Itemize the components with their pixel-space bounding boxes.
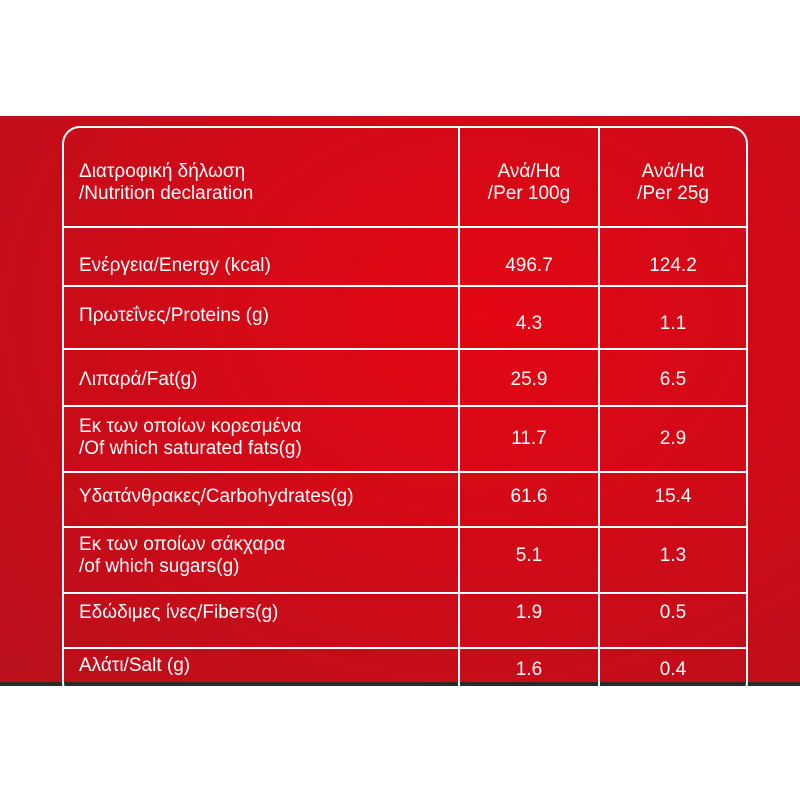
value-per-100g: 61.6 [510, 486, 548, 507]
row-divider [64, 285, 746, 287]
value-per-100g: 1.6 [515, 659, 543, 680]
row-label-line2: /of which sugars(g) [79, 556, 240, 577]
header-per-100g-line1: Ανά/Ηα [497, 161, 561, 182]
row-label: Πρωτεΐνες/Proteins (g) [79, 305, 269, 326]
row-label: Αλάτι/Salt (g) [79, 655, 191, 676]
value-per-25g: 124.2 [649, 255, 697, 276]
header-per-100g [460, 161, 598, 205]
header-per-25g-line2: /Per 25g [637, 183, 709, 204]
value-per-100g: 4.3 [515, 313, 543, 334]
header-per-100g-line2: /Per 100g [487, 183, 571, 204]
value-per-100g: 11.7 [511, 428, 547, 449]
value-per-25g: 0.5 [659, 602, 687, 623]
value-per-25g: 15.4 [654, 486, 692, 507]
row-label-line1: Εκ των οποίων σάκχαρα [79, 534, 286, 555]
row-label [79, 416, 302, 460]
value-per-100g: 1.9 [515, 602, 543, 623]
value-per-25g: 6.5 [659, 369, 687, 390]
row-divider [64, 647, 746, 649]
value-per-25g: 2.9 [659, 428, 687, 449]
header-label-line2: /Nutrition declaration [79, 183, 254, 204]
row-label-line1: Εκ των οποίων κορεσμένα [79, 416, 302, 437]
row-divider [64, 592, 746, 594]
row-label [79, 534, 285, 578]
row-divider [64, 226, 746, 228]
nutrition-table [62, 126, 748, 700]
row-divider [64, 405, 746, 407]
header-label-line1: Διατροφική δήλωση [79, 161, 246, 182]
header-per-25g [600, 161, 746, 205]
value-per-100g: 25.9 [510, 369, 548, 390]
row-divider [64, 526, 746, 528]
row-divider [64, 471, 746, 473]
row-divider [64, 348, 746, 350]
header-label [79, 161, 253, 205]
row-label-line2: /Of which saturated fats(g) [79, 438, 302, 459]
row-label: Υδατάνθρακες/Carbohydrates(g) [79, 486, 354, 507]
value-per-25g: 0.4 [659, 659, 687, 680]
row-label: Λιπαρά/Fat(g) [79, 369, 198, 390]
value-per-25g: 1.3 [659, 545, 687, 566]
value-per-25g: 1.1 [659, 313, 687, 334]
value-per-100g: 496.7 [505, 255, 553, 276]
row-label: Εδώδιμες ίνες/Fibers(g) [79, 602, 279, 623]
row-label: Ενέργεια/Energy (kcal) [79, 255, 271, 276]
value-per-100g: 5.1 [515, 545, 543, 566]
header-per-25g-line1: Ανά/Ηα [641, 161, 705, 182]
